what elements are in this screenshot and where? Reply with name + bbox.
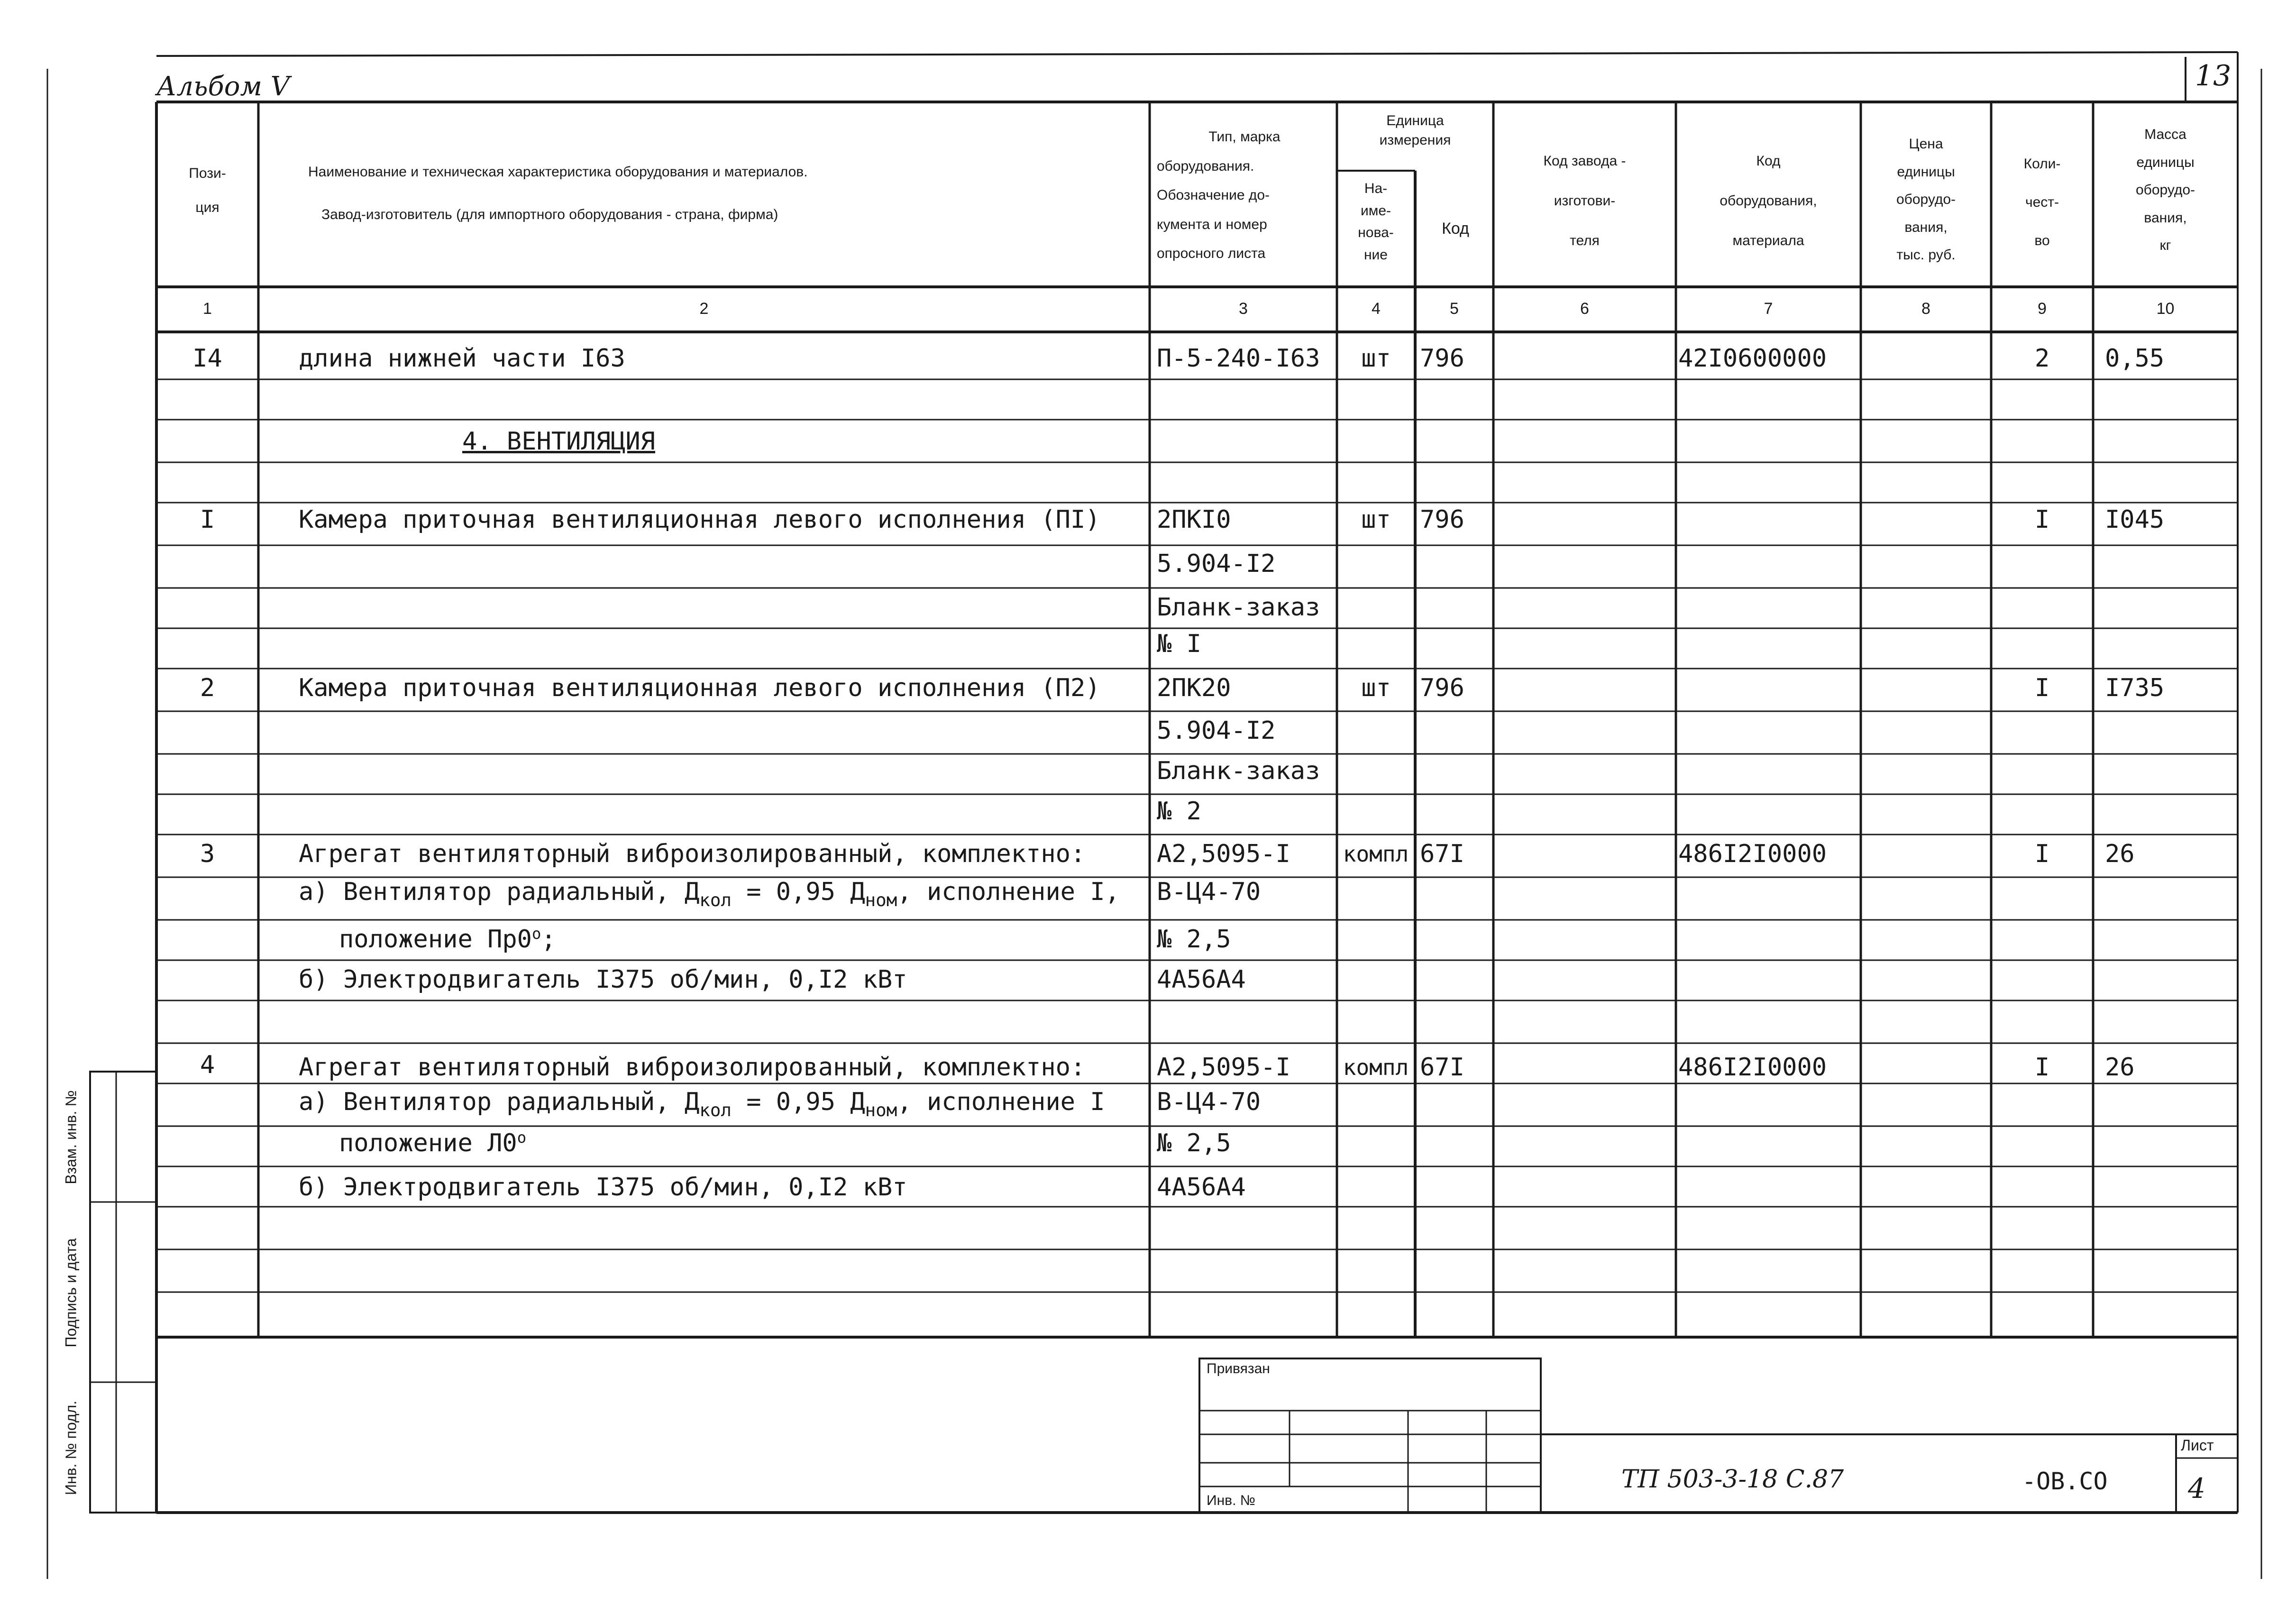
- row-10-mass: 26: [2105, 840, 2135, 868]
- colnum-6: 6: [1580, 300, 1589, 318]
- row-14-type: А2,5095-I: [1157, 1053, 1290, 1082]
- row-15-type: В-Ц4-70: [1157, 1088, 1261, 1116]
- header-col4: На- име- нова- ние: [1358, 181, 1394, 263]
- row-10-code: 67I: [1420, 840, 1464, 868]
- row-14-qty: I: [2034, 1053, 2050, 1082]
- side-label-inv-podl: Инв. № подл.: [62, 1400, 80, 1496]
- row-6-qty: I: [2034, 674, 2050, 702]
- header-col7: Код оборудования, материала: [1720, 153, 1817, 248]
- section-title: 4. ВЕНТИЛЯЦИЯ: [462, 427, 655, 456]
- stamp-privyazan: Привязан: [1207, 1361, 1270, 1376]
- colnum-4: 4: [1372, 300, 1381, 318]
- header-col8: Цена единицы оборудо- вания, тыс. руб.: [1896, 136, 1956, 263]
- header-col6: Код завода - изготови- теля: [1543, 153, 1626, 248]
- header-unit-group: Единица измерения: [1379, 113, 1451, 148]
- row-2-unit: шт: [1361, 505, 1391, 534]
- row-13-name: б) Электродвигатель I375 об/мин, 0,I2 кВт: [299, 965, 907, 994]
- stamp-inv-no: Инв. №: [1207, 1493, 1255, 1508]
- row-10-name: Агрегат вентиляторный виброизолированный, комплектно:: [299, 840, 1086, 868]
- row-14-equip-code: 486I2I0000: [1678, 1053, 1827, 1082]
- colnum-2: 2: [699, 300, 709, 318]
- colnum-10: 10: [2156, 300, 2175, 318]
- colnum-7: 7: [1764, 300, 1773, 318]
- row-10-pos: 3: [200, 840, 215, 868]
- row-14-unit: компл: [1343, 1055, 1409, 1080]
- row-10-type: А2,5095-I: [1157, 840, 1290, 868]
- row-17-name: б) Электродвигатель I375 об/мин, 0,I2 кВт: [299, 1173, 907, 1202]
- row-7-type: 5.904-I2: [1157, 716, 1276, 745]
- row-6-name: Камера приточная вентиляционная левого исполнения (П2): [299, 674, 1100, 702]
- row-10-equip-code: 486I2I0000: [1678, 840, 1827, 868]
- row-16-type: № 2,5: [1157, 1129, 1231, 1157]
- stamp-doc-suffix: -ОВ.СО: [2022, 1468, 2108, 1495]
- row-0-unit: шт: [1361, 344, 1391, 373]
- row-11-name: а) Вентилятор радиальный, $Д_{кол} = 0,95$ $Д_{ном}$, исполнение I,: [299, 878, 1120, 911]
- row-0-type: П-5-240-I63: [1157, 344, 1320, 373]
- row-6-pos: 2: [200, 674, 215, 702]
- row-10-qty: I: [2034, 840, 2050, 868]
- row-2-pos: I: [200, 505, 215, 534]
- colnum-9: 9: [2038, 300, 2047, 318]
- row-2-name: Камера приточная вентиляционная левого исполнения (ПI): [299, 505, 1100, 534]
- row-4-type: Бланк-заказ: [1157, 593, 1320, 622]
- side-label-vzam: Взам. инв. №: [62, 1090, 80, 1184]
- row-6-type: 2ПК20: [1157, 674, 1231, 702]
- album-label: Альбом V: [156, 71, 290, 102]
- row-16-name: положение $Л0^о$: [339, 1129, 527, 1157]
- row-12-type: № 2,5: [1157, 925, 1231, 954]
- stamp-doc-code: ТП 503-3-18 С.87: [1621, 1465, 1844, 1494]
- colnum-1: 1: [203, 300, 212, 318]
- row-13-type: 4А56А4: [1157, 965, 1246, 994]
- header-col10: Масса единицы оборудо- вания, кг: [2135, 127, 2195, 253]
- row-15-name: а) Вентилятор радиальный, $Д_{кол} = 0,95$ $Д_{ном}$, исполнение I: [299, 1088, 1105, 1121]
- page-mark: 13: [2195, 59, 2232, 92]
- row-11-type: В-Ц4-70: [1157, 878, 1261, 906]
- header-col9: Коли- чест- во: [2023, 156, 2061, 248]
- header-col3: Тип, марка оборудования. Обозначение до- кумента и номер опросного листа: [1157, 129, 1281, 261]
- row-6-code: 796: [1420, 674, 1464, 702]
- stamp-sheet-number: 4: [2188, 1472, 2205, 1505]
- row-5-type: № I: [1157, 630, 1201, 658]
- colnum-5: 5: [1450, 300, 1459, 318]
- header-col1: Пози- ция: [189, 165, 226, 215]
- side-label-podpis: Подпись и дата: [62, 1238, 80, 1348]
- row-0-pos: I4: [192, 344, 222, 373]
- row-6-mass: I735: [2105, 674, 2165, 702]
- row-0-name: длина нижней части I63: [299, 344, 625, 373]
- stamp-sheet-label: Лист: [2181, 1437, 2214, 1454]
- row-0-equip-code: 42I0600000: [1678, 344, 1827, 373]
- row-14-code: 67I: [1420, 1053, 1464, 1082]
- row-2-mass: I045: [2105, 505, 2165, 534]
- row-12-name: положение $Пр0^о$;: [339, 925, 556, 954]
- row-3-type: 5.904-I2: [1157, 550, 1276, 578]
- row-2-code: 796: [1420, 505, 1464, 534]
- row-9-type: № 2: [1157, 797, 1201, 826]
- row-14-name: Агрегат вентиляторный виброизолированный, комплектно:: [299, 1053, 1086, 1082]
- colnum-8: 8: [1921, 300, 1930, 318]
- row-2-qty: I: [2034, 505, 2050, 534]
- header-col2: Наименование и техническая характеристика оборудования и материалов. Завод-изготовитель (для импортного оборудования - страна, фирма): [308, 164, 808, 222]
- row-8-type: Бланк-заказ: [1157, 757, 1320, 785]
- header-col5: Код: [1442, 220, 1469, 238]
- row-0-mass: 0,55: [2105, 344, 2165, 373]
- row-17-type: 4А56А4: [1157, 1173, 1246, 1202]
- row-2-type: 2ПКI0: [1157, 505, 1231, 534]
- row-14-mass: 26: [2105, 1053, 2135, 1082]
- colnum-3: 3: [1239, 300, 1248, 318]
- row-14-pos: 4: [200, 1051, 215, 1079]
- row-10-unit: компл: [1343, 841, 1409, 867]
- row-0-qty: 2: [2034, 344, 2050, 373]
- row-0-code: 796: [1420, 344, 1464, 373]
- row-6-unit: шт: [1361, 674, 1391, 702]
